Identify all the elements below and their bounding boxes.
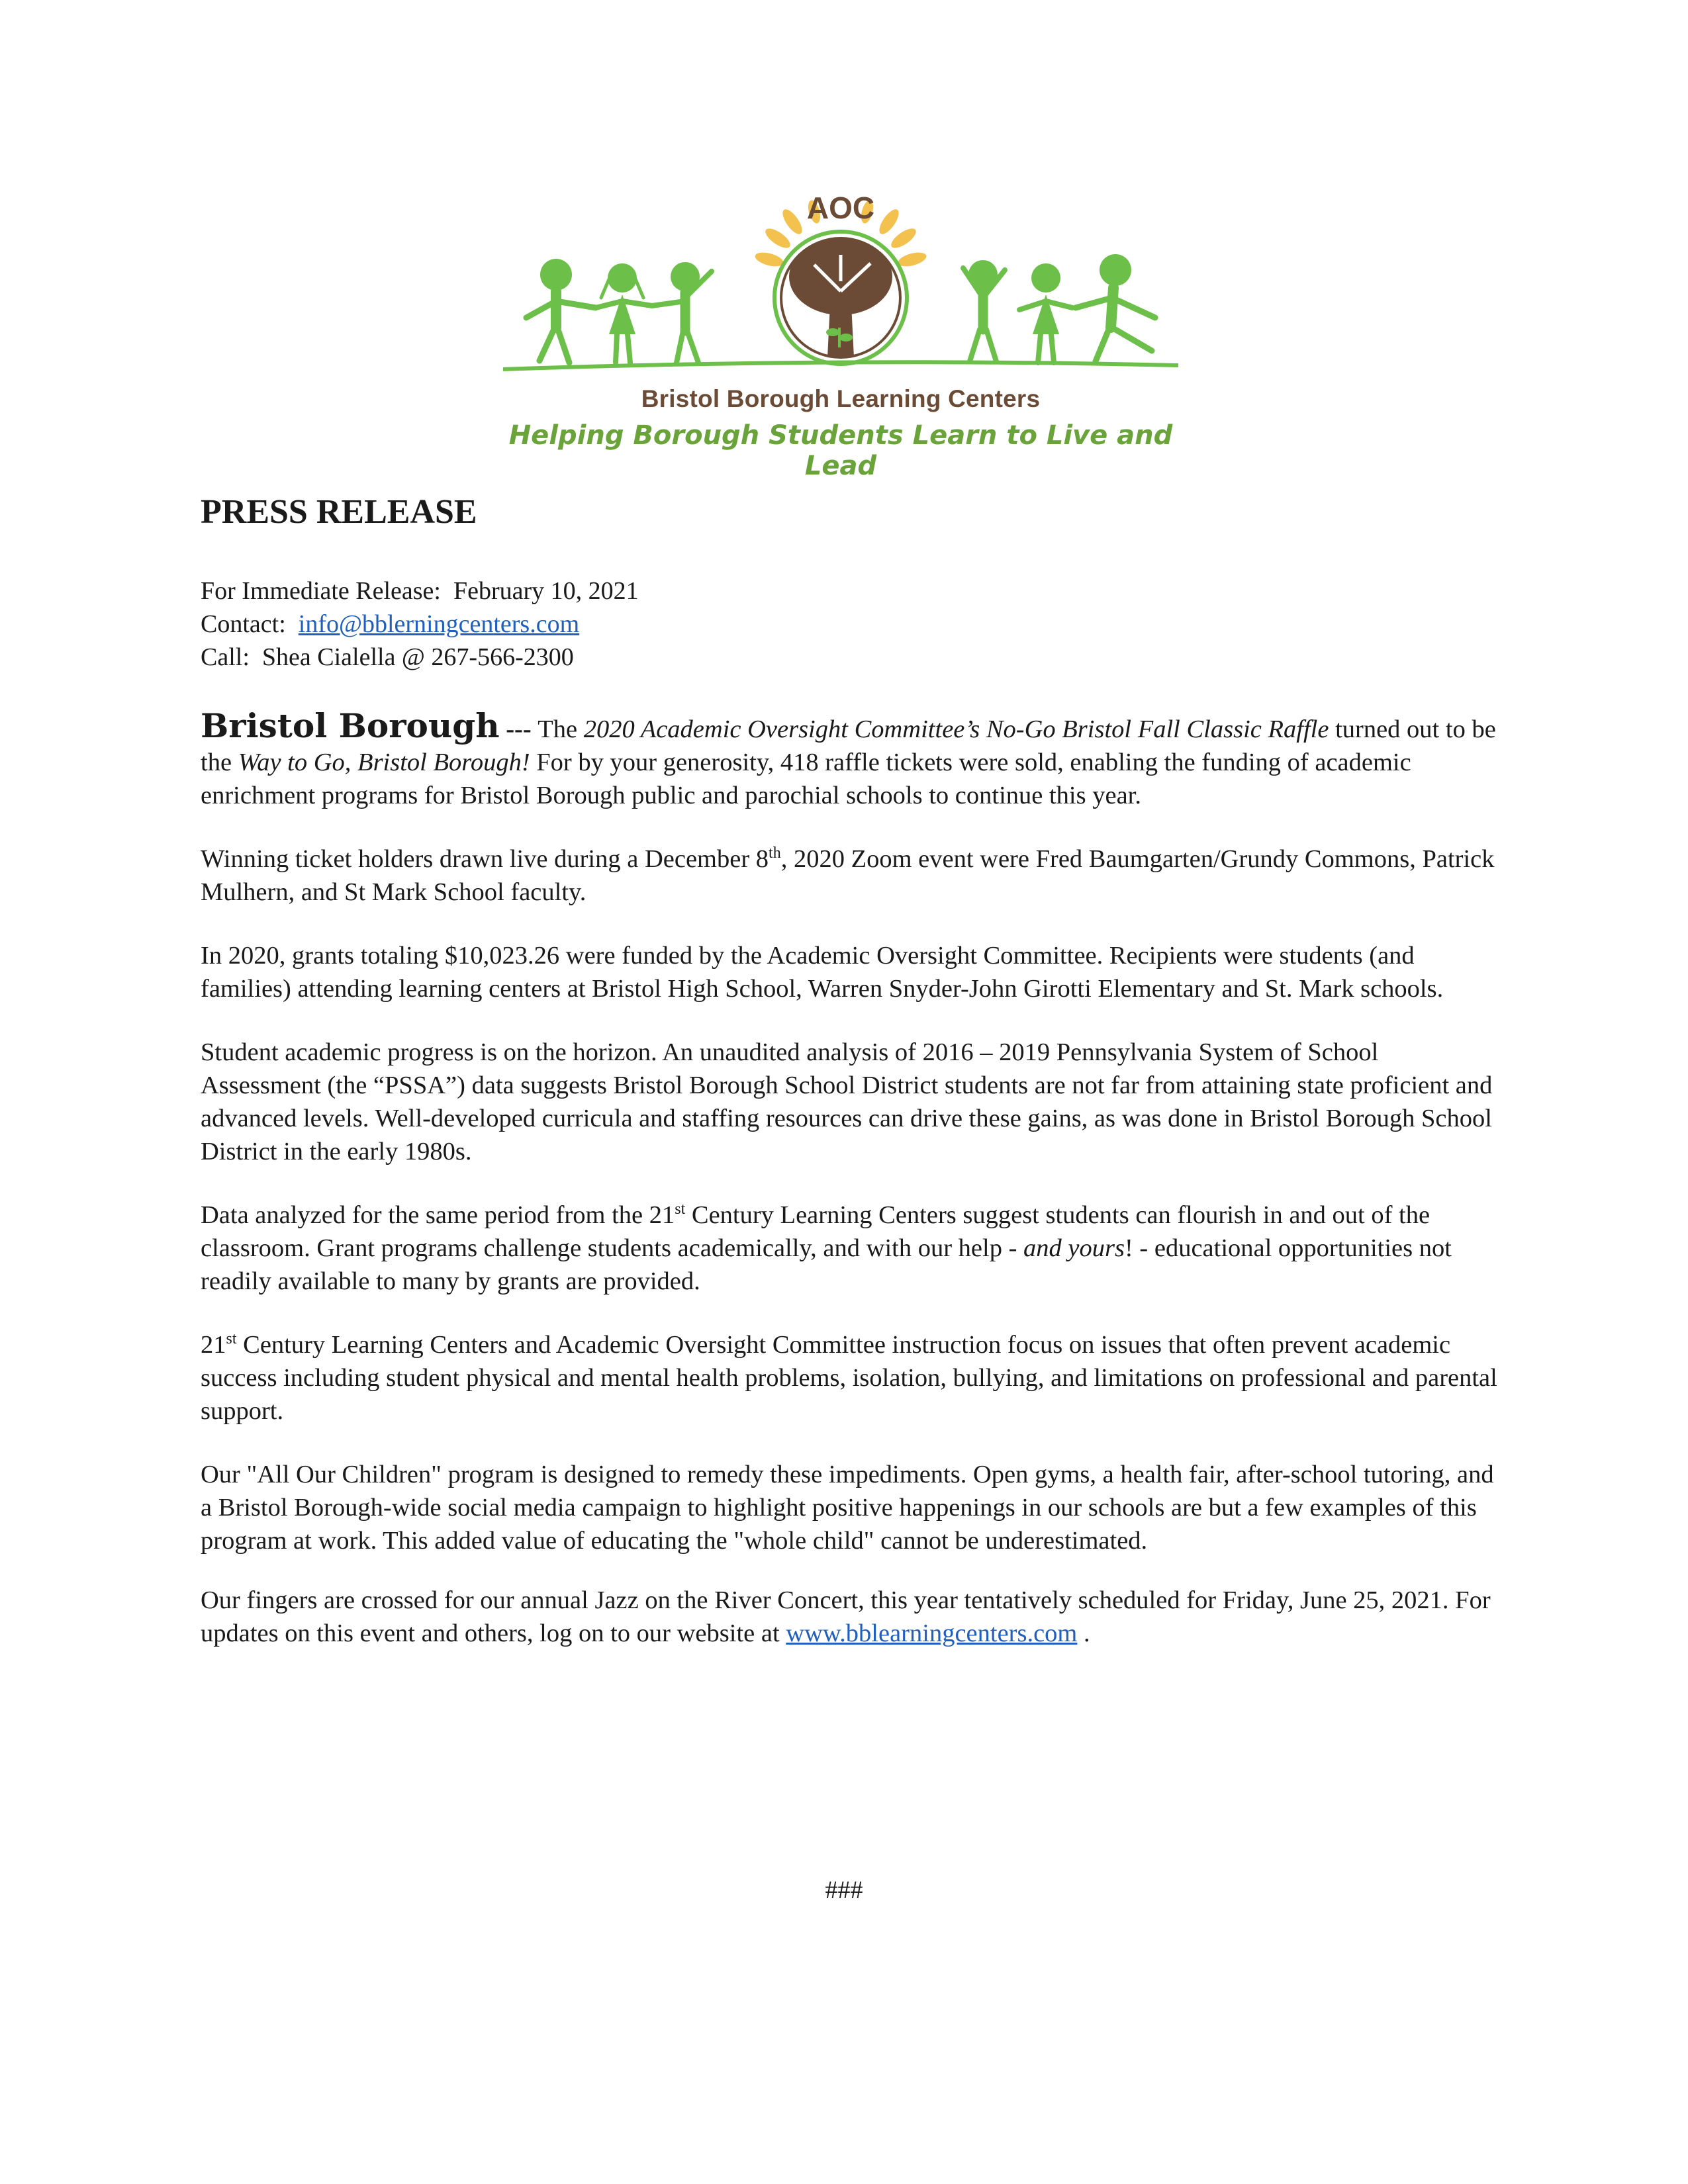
winners-text-2: , 2020 Zoom event were Fred Baumgarten/Grundy Commons, Patrick Mulhern, and St Mark School faculty. — [201, 845, 1495, 906]
data-sup: st — [675, 1201, 686, 1218]
call-label: Call: — [201, 643, 250, 671]
focus-text-1: 21 — [201, 1331, 226, 1359]
data-text-2: Century Learning Centers suggest students can flourish in and out of the classroom. Grant programs challenge students academically, and with our help - — [201, 1201, 1430, 1262]
release-body — [201, 706, 1498, 1687]
data-text-1: Data analyzed for the same period from the 21 — [201, 1201, 675, 1229]
focus-sup: st — [226, 1330, 237, 1348]
call-line — [201, 641, 639, 674]
paragraph-concert — [201, 1584, 1498, 1650]
website-link[interactable]: www.bblearningcenters.com — [786, 1619, 1078, 1647]
children-figures-right-icon — [963, 254, 1155, 363]
paragraph-winners — [201, 842, 1498, 909]
concert-text-1: Our fingers are crossed for our annual Jazz on the River Concert, this year tentatively scheduled for Friday, June 25, 2021. For updates on this event and others, log on to our website at — [201, 1586, 1491, 1647]
paragraph-grants: In 2020, grants totaling $10,023.26 were funded by the Academic Oversight Committee. Recipients were students (and families) attending learning centers at Bristol High School, Warren Snyder-John Girotti Elementary and St. Mark schools. — [201, 942, 1444, 1003]
aoc-logo — [503, 192, 1178, 481]
contact-label: Contact: — [201, 610, 286, 638]
paragraph-progress: Student academic progress is on the horizon. An unaudited analysis of 2016 – 2019 Pennsylvania System of School Assessment (the “PSSA”) data suggests Bristol Borough School District students are not far from attaining state proficient and advanced levels. Well-developed curricula and staffing resources can drive these gains, as was done in Bristol Borough School District in the early 1980s. — [201, 1038, 1493, 1165]
aoc-logo-graphic — [503, 192, 1178, 390]
release-meta — [201, 574, 639, 674]
children-figures-left-icon — [526, 259, 712, 363]
release-date: February 10, 2021 — [453, 577, 639, 605]
data-text-3: ! - educational opportunities not readily available to many by grants are provided. — [201, 1234, 1452, 1295]
paragraph-program: Our "All Our Children" program is designed to remedy these impediments. Open gyms, a health fair, after-school tutoring, and a Bristol Borough-wide social media campaign to highlight positive happenings in our schools are but a few examples of this program at work. This added value of educating the "whole child" cannot be underestimated. — [201, 1461, 1494, 1555]
org-tagline: Helping Borough Students Learn to Live and Lead — [508, 420, 1173, 481]
paragraph-lead — [201, 706, 1498, 812]
contact-email-link[interactable]: info@bblerningcenters.com — [298, 610, 580, 638]
paragraph-focus — [201, 1328, 1498, 1428]
page-title: PRESS RELEASE — [201, 493, 477, 531]
paragraph-data — [201, 1199, 1498, 1298]
dateline-dash: --- — [499, 715, 538, 743]
contact-line — [201, 608, 639, 641]
dateline-place: Bristol Borough — [201, 706, 500, 745]
org-name: Bristol Borough Learning Centers — [641, 385, 1041, 412]
lead-text-2: turned out to be the — [201, 715, 1496, 776]
winners-text-1: Winning ticket holders drawn live during a December 8 — [201, 845, 769, 873]
release-label: For Immediate Release: — [201, 577, 441, 605]
aoc-badge-text: AOC — [806, 192, 875, 225]
end-mark: ### — [825, 1876, 863, 1904]
slogan: Way to Go, Bristol Borough! — [238, 749, 530, 776]
lead-text-3: For by your generosity, 418 raffle tickets were sold, enabling the funding of academic enrichment programs for Bristol Borough public and parochial schools to continue this year. — [201, 749, 1411, 809]
winners-sup: th — [769, 844, 781, 862]
concert-text-2: . — [1077, 1619, 1090, 1647]
tree-icon — [774, 232, 907, 364]
call-value: Shea Cialella @ 267-566-2300 — [261, 643, 574, 671]
lead-text-1: The — [538, 715, 584, 743]
focus-text-2: Century Learning Centers and Academic Oversight Committee instruction focus on issues that often prevent academic success including student physical and mental health problems, isolation, bullying, and limitations on professional and parental support. — [201, 1331, 1497, 1425]
release-date-line — [201, 574, 639, 608]
raffle-name: 2020 Academic Oversight Committee’s No-Go Bristol Fall Classic Raffle — [583, 715, 1329, 743]
data-emphasis: and yours — [1023, 1234, 1125, 1262]
